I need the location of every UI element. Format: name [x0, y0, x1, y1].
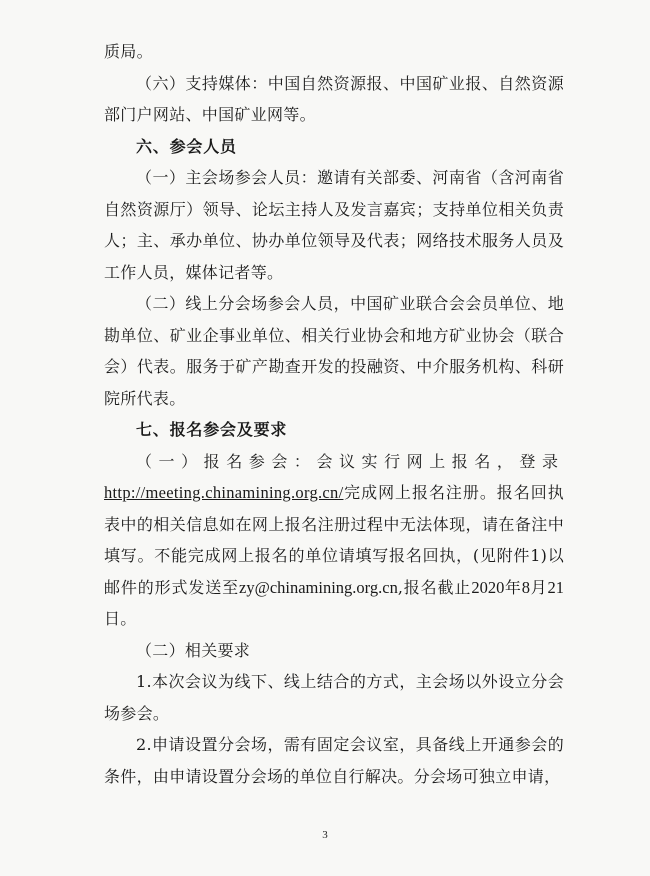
registration-deadline-day: 21: [547, 577, 564, 597]
registration-text-b: ,报名截止: [397, 577, 472, 597]
paragraph-online-venue-attendees: （二）线上分会场参会人员，中国矿业联合会会员单位、地勘单位、矿业企事业单位、相关行业协会和地方矿业协会（联合会）代表。服务于矿产勘查开发的投融资、中介服务机构、科研院所代表。: [104, 294, 564, 408]
paragraph-continuation: 质局。: [104, 42, 153, 61]
registration-lead-text: （一）报名参会：会议实行网上报名，登录: [136, 451, 564, 471]
registration-text-a: 完成网上报名注册。报名回执表中的相关信息如在网上报名注册过程中无法体现，请在备注中填写。不能完成网上报名的单位请填写报名回执，(见附件1)以邮件的形式发送至: [104, 483, 564, 597]
registration-deadline-month: 8: [521, 577, 531, 597]
paragraph-requirement-1: 1.本次会议为线下、线上结合的方式，主会场以外设立分会场参会。: [104, 672, 564, 723]
paragraph-main-venue-attendees: （一）主会场参会人员：邀请有关部委、河南省（含河南省自然资源厅）领导、论坛主持人及发言嘉宾；支持单位相关负责人；主、承办单位、协办单位领导及代表；网络技术服务人员及工作人员，媒体记者等。: [104, 168, 564, 282]
document-body: [104, 36, 564, 792]
registration-text-d: 月: [530, 577, 548, 597]
section-heading-attendees: 六、参会人员: [136, 136, 237, 156]
page-number: 3: [322, 829, 328, 841]
paragraph-support-media: （六）支持媒体：中国自然资源报、中国矿业报、自然资源部门户网站、中国矿业网等。: [104, 73, 564, 124]
registration-text-e: 日。: [104, 609, 137, 628]
registration-email: zy@chinamining.org.cn: [239, 577, 398, 597]
subheading-requirements: （二）相关要求: [136, 640, 251, 660]
paragraph-registration: [104, 446, 564, 635]
registration-deadline-year: 2020: [471, 577, 505, 597]
registration-url-link[interactable]: http://meeting.chinamining.org.cn/: [104, 483, 344, 502]
section-heading-registration: 七、报名参会及要求: [136, 420, 288, 439]
paragraph-requirement-2: 2.申请设置分会场，需有固定会议室，具备线上开通参会的条件，由申请设置分会场的单位自行解决。分会场可独立申请，: [104, 735, 564, 786]
registration-text-c: 年: [504, 577, 522, 597]
